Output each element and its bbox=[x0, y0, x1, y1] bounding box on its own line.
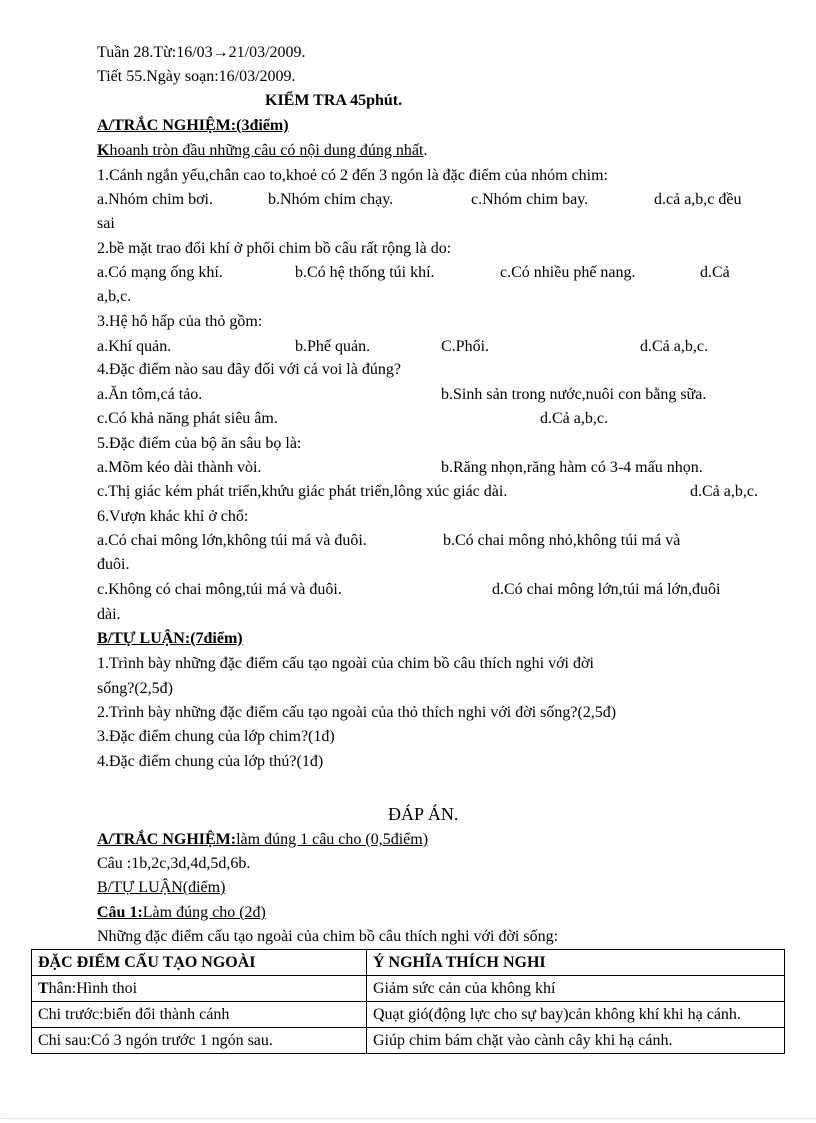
q4-option-c: c.Có khả năng phát siêu âm. bbox=[97, 410, 278, 427]
q5-option-c: c.Thị giác kém phát triển,khứu giác phát triển,lông xúc giác dài. bbox=[97, 483, 508, 500]
q1-option-d-cont: sai bbox=[97, 215, 115, 232]
essay-question-3: 3.Đặc điểm chung của lớp chim?(1đ) bbox=[97, 728, 335, 745]
answers-title: ĐÁP ÁN. bbox=[388, 804, 459, 824]
q2-option-c: c.Có nhiều phế nang. bbox=[500, 264, 636, 281]
q3-option-b: b.Phế quản. bbox=[295, 338, 371, 355]
instruction-initial: K bbox=[97, 142, 110, 159]
q1-option-c: c.Nhóm chim bay. bbox=[471, 191, 589, 208]
exam-title-bold: KIỂM TRA bbox=[265, 92, 347, 109]
answer-table bbox=[31, 949, 785, 1054]
feature-text: i trước:biến đổi thành cánh bbox=[56, 1006, 230, 1023]
question-3: 3.Hệ hô hấp của thỏ gồm: bbox=[97, 313, 263, 330]
answer-question-1-intro: Những đặc điểm cấu tạo ngoài của chim bồ câu thích nghi với đời sống: bbox=[97, 928, 559, 945]
question-1: 1.Cánh ngắn yếu,chân cao to,khoẻ có 2 đến 3 ngón là đặc điểm của nhóm chim: bbox=[97, 167, 608, 184]
exam-title-duration: 45phút. bbox=[346, 92, 403, 109]
answer-table-header bbox=[32, 950, 785, 976]
answer-keys: Câu :1b,2c,3d,4d,5d,6b. bbox=[97, 855, 251, 872]
q6-option-d: d.Có chai mông lớn,túi má lớn,đuôi bbox=[492, 581, 721, 598]
q1-option-d: d.cả a,b,c đều bbox=[654, 191, 742, 208]
answer-question-1-heading bbox=[97, 902, 266, 924]
q2-option-d: d.Cả bbox=[700, 264, 730, 281]
q3-option-c: C.Phổi. bbox=[441, 338, 490, 355]
table-cell-meaning: Giúp chim bám chặt vào cành cây khi hạ cánh. bbox=[367, 1028, 785, 1054]
feature-text: i sau:Có 3 ngón trước 1 ngón sau. bbox=[56, 1032, 273, 1049]
table-cell-meaning: Quạt gió(động lực cho sự bay)cản không khí khi hạ cánh. bbox=[367, 1002, 785, 1028]
q4-option-d: d.Cả a,b,c. bbox=[540, 410, 608, 427]
instruction-text: hoanh tròn đầu những câu có nội dung đúng nhất bbox=[109, 142, 424, 159]
q6-option-c: c.Không có chai mông,túi má và đuôi. bbox=[97, 581, 342, 598]
q6-option-d-cont: dài. bbox=[97, 606, 121, 623]
feature-initial: Ch bbox=[38, 1032, 57, 1049]
q2-option-d-cont: a,b,c. bbox=[97, 288, 132, 305]
answers-part-a-label: A/TRẮC NGHIỆM: bbox=[97, 831, 237, 848]
table-cell-feature bbox=[32, 976, 367, 1002]
question-2: 2.bề mặt trao đổi khí ở phổi chim bồ câu rất rộng là do: bbox=[97, 240, 452, 257]
question-5: 5.Đặc điểm của bộ ăn sâu bọ là: bbox=[97, 435, 302, 452]
essay-question-1-line2: sống?(2,5đ) bbox=[97, 680, 173, 697]
period-line: Tiết 55.Ngày soạn:16/03/2009. bbox=[97, 68, 296, 85]
q4-option-b: b.Sinh sản trong nước,nuôi con bằng sữa. bbox=[441, 386, 707, 403]
q3-option-a: a.Khí quản. bbox=[97, 338, 172, 355]
answer-q1-scoring: Làm đúng cho (2đ) bbox=[142, 904, 266, 921]
question-4: 4.Đặc điểm nào sau đây đối với cá voi là đúng? bbox=[97, 361, 401, 378]
essay-question-1-line1: 1.Trình bày những đặc điểm cấu tạo ngoài của chim bồ câu thích nghi với đời bbox=[97, 655, 594, 672]
essay-question-2: 2.Trình bày những đặc điểm cấu tạo ngoài của thỏ thích nghi với đời sống?(2,5đ) bbox=[97, 704, 617, 721]
answers-part-b-heading: B/TỰ LUẬN(điểm) bbox=[97, 879, 226, 896]
table-header-features: ĐẶC ĐIỂM CẤU TẠO NGOÀI bbox=[32, 950, 367, 976]
week-line: Tuần 28.Từ:16/03→21/03/2009. bbox=[97, 44, 306, 61]
table-cell-feature bbox=[32, 1028, 367, 1054]
page-bottom-divider bbox=[0, 1118, 816, 1119]
q4-option-a: a.Ăn tôm,cá tảo. bbox=[97, 386, 203, 403]
part-a-instruction bbox=[97, 140, 427, 162]
q5-option-a: a.Mõm kéo dài thành vòi. bbox=[97, 459, 262, 476]
q6-option-a: a.Có chai mông lớn,không túi má và đuôi. bbox=[97, 532, 367, 549]
q5-option-b: b.Răng nhọn,răng hàm có 3-4 mấu nhọn. bbox=[441, 459, 703, 476]
table-row bbox=[32, 976, 785, 1002]
part-a-heading: A/TRẮC NGHIỆM:(3điểm) bbox=[97, 117, 289, 134]
essay-question-4: 4.Đặc điểm chung của lớp thú?(1đ) bbox=[97, 753, 324, 770]
q5-option-d: d.Cả a,b,c. bbox=[690, 483, 758, 500]
table-cell-meaning: Giảm sức cản của không khí bbox=[367, 976, 785, 1002]
question-6: 6.Vượn khác khỉ ở chổ: bbox=[97, 508, 249, 525]
exam-title bbox=[265, 90, 402, 112]
q2-option-a: a.Có mạng ống khí. bbox=[97, 264, 223, 281]
table-header-meaning: Ý NGHĨA THÍCH NGHI bbox=[367, 950, 785, 976]
table-row bbox=[32, 1002, 785, 1028]
feature-text: hân:Hình thoi bbox=[48, 980, 138, 997]
feature-initial: T bbox=[38, 980, 49, 997]
feature-initial: Ch bbox=[38, 1006, 57, 1023]
answers-part-a-heading bbox=[97, 829, 428, 851]
q1-option-a: a.Nhóm chim bơi. bbox=[97, 191, 213, 208]
q1-option-b: b.Nhóm chim chạy. bbox=[268, 191, 394, 208]
table-cell-feature bbox=[32, 1002, 367, 1028]
table-row bbox=[32, 1028, 785, 1054]
q3-option-d: d.Cả a,b,c. bbox=[640, 338, 708, 355]
part-b-heading: B/TỰ LUẬN:(7điểm) bbox=[97, 630, 243, 647]
q6-option-b: b.Có chai mông nhỏ,không túi má và bbox=[443, 532, 681, 549]
q6-option-b-cont: đuôi. bbox=[97, 556, 130, 573]
instruction-end: . bbox=[423, 142, 428, 159]
q2-option-b: b.Có hệ thống túi khí. bbox=[295, 264, 435, 281]
answers-part-a-scoring: làm đúng 1 câu cho (0,5điểm) bbox=[236, 831, 429, 848]
answer-q1-label: Câu 1: bbox=[97, 904, 143, 921]
